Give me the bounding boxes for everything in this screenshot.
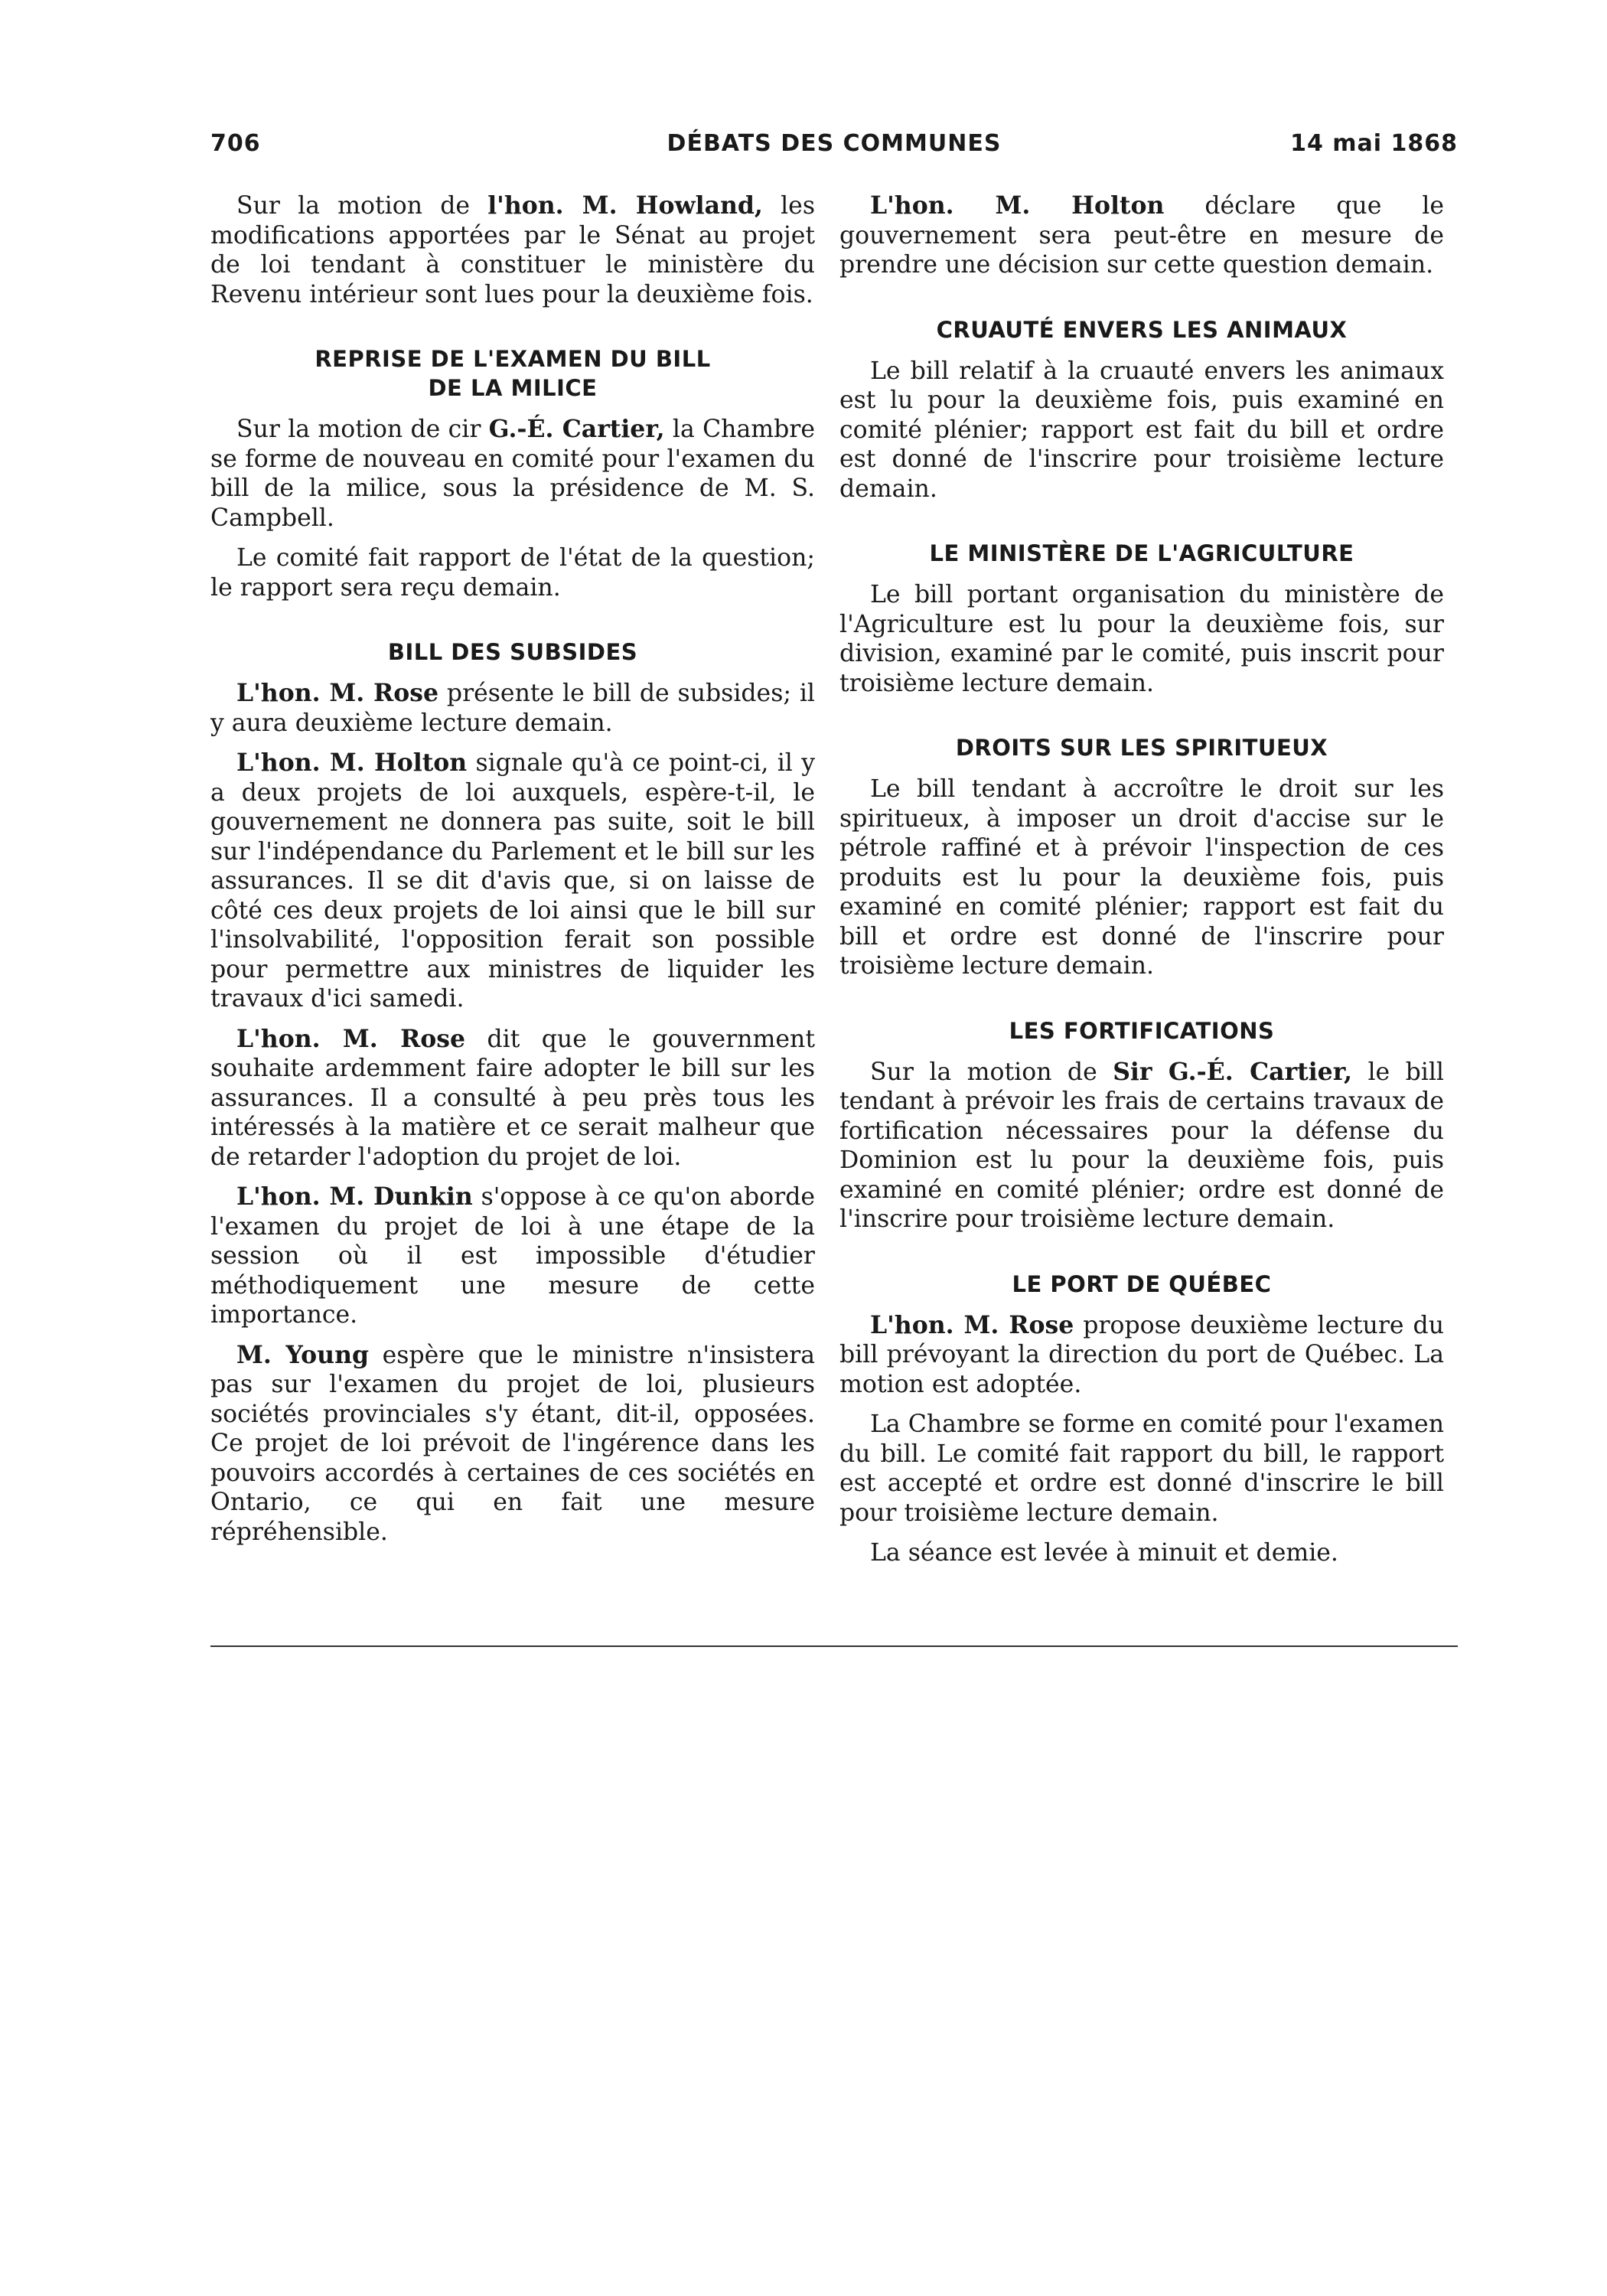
paragraph: Le bill relatif à la cruauté envers les animaux est lu pour la deuxième fois, puis examiné en comité plénier; rapport est fait du bill et ordre est donné de l'inscrire pour troisième lecture demain.	[839, 357, 1444, 503]
section-heading: CRUAUTÉ ENVERS LES ANIMAUX	[936, 316, 1348, 343]
section-heading: LE MINISTÈRE DE L'AGRICULTURE	[929, 540, 1354, 566]
paragraph: Le bill tendant à accroître le droit sur les spiritueux, à imposer un droit d'accise sur le pétrole raffiné et à prévoir l'inspection de ces produits est lu pour la deuxième fois, puis examiné en comité plénier; rapport est fait du bill et ordre est donné de l'inscrire pour troisième lecture demain.	[839, 775, 1444, 980]
section-heading: DROITS SUR LES SPIRITUEUX	[955, 735, 1328, 761]
paragraph	[210, 1341, 815, 1548]
speaker-name: M. Young	[236, 1340, 370, 1369]
paragraph: La séance est levée à minuit et demie.	[870, 1539, 1338, 1567]
journal-title: DÉBATS DES COMMUNES	[667, 130, 1002, 157]
paragraph	[839, 1058, 1444, 1234]
page-header	[210, 130, 1458, 168]
paragraph-text: propose deuxième lecture du bill prévoyant la direction du port de Québec. La motion est adoptée.	[839, 1311, 1444, 1398]
right-column	[839, 191, 1444, 1579]
paragraph-text: les modifications apportées par le Sénat au projet de loi tendant à constituer le ministère du Revenu intérieur sont lues pour la deuxième fois.	[210, 192, 815, 308]
section-heading	[210, 344, 815, 403]
speaker-name: L'hon. M. Rose	[236, 1024, 466, 1053]
paragraph-text: dit que le gouvernment souhaite ardemment faire adopter le bill sur les assurances. Il a consulté à peu près tous les intéressés à la matière et ce serait malheur que de retarder l'adoption du projet de loi.	[210, 1025, 815, 1171]
paragraph	[210, 191, 815, 309]
bottom-rule	[210, 1645, 1458, 1647]
paragraph: La Chambre se forme en comité pour l'examen du bill. Le comité fait rapport du bill, le rapport est accepté et ordre est donné d'inscrire le bill pour troisième lecture demain.	[839, 1411, 1444, 1527]
speaker-name: G.-É. Cartier,	[488, 415, 665, 443]
speaker-name: L'hon. M. Rose	[870, 1310, 1074, 1339]
speaker-name: L'hon. M. Holton	[870, 191, 1165, 220]
speaker-name: L'hon. M. Dunkin	[236, 1182, 473, 1211]
paragraph-text: Sur la motion de cir	[236, 416, 489, 443]
left-column	[210, 191, 815, 1557]
paragraph-text: Sur la motion de	[236, 192, 488, 220]
paragraph	[210, 748, 815, 1014]
paragraph-text: s'oppose à ce qu'on aborde l'examen du projet de loi à une étape de la session où il est impossible d'étudier méthodiquement une mesure de cette importance.	[210, 1183, 815, 1329]
header-date: 14 mai 1868	[1290, 130, 1458, 157]
paragraph-text: Sur la motion de	[870, 1058, 1113, 1086]
section-heading: LES FORTIFICATIONS	[1009, 1017, 1275, 1044]
paragraph	[210, 1182, 815, 1330]
paragraph-text: déclare que le gouvernement sera peut-être en mesure de prendre une décision sur cette question demain.	[839, 192, 1444, 279]
section-heading-line: DE LA MILICE	[428, 375, 598, 401]
speaker-name: L'hon. M. Rose	[236, 679, 439, 707]
paragraph: Le bill portant organisation du ministère de l'Agriculture est lu pour la deuxième fois, sur division, examiné par le comité, puis inscrit pour troisième lecture demain.	[839, 581, 1444, 697]
page-number: 706	[210, 130, 261, 157]
speaker-name: Sir G.-É. Cartier,	[1113, 1057, 1352, 1086]
paragraph-text: le bill tendant à prévoir les frais de certains travaux de fortification nécessaires pour la défense du Dominion est lu pour la deuxième fois, puis examiné en comité plénier; ordre est donné de l'inscrire pour troisième lecture demain.	[839, 1058, 1444, 1233]
paragraph	[210, 415, 815, 533]
paragraph	[210, 1025, 815, 1172]
section-heading: LE PORT DE QUÉBEC	[1012, 1270, 1272, 1297]
paragraph-text: la Chambre se forme de nouveau en comité pour l'examen du bill de la milice, sous la présidence de M. S. Campbell.	[210, 416, 815, 532]
paragraph-text: espère que le ministre n'insistera pas sur l'examen du projet de loi, plusieurs sociétés provinciales s'y étant, dit-il, opposées. Ce projet de loi prévoit de l'ingérence dans les pouvoirs accordés à certaines de ces sociétés en Ontario, ce qui en fait une mesure répréhensible.	[210, 1341, 815, 1546]
speaker-name: L'hon. M. Holton	[236, 748, 468, 777]
paragraph: Le comité fait rapport de l'état de la question; le rapport sera reçu demain.	[210, 544, 815, 602]
speaker-name: l'hon. M. Howland,	[487, 191, 763, 220]
paragraph	[839, 191, 1444, 280]
section-heading-line: REPRISE DE L'EXAMEN DU BILL	[315, 346, 711, 372]
section-heading: BILL DES SUBSIDES	[387, 639, 638, 665]
paragraph-text: signale qu'à ce point-ci, il y a deux projets de loi auxquels, espère-t-il, le gouvernement ne donnera pas suite, soit le bill sur l'indépendance du Parlement et le bill sur les assurances. Il se dit d'avis que, si on laisse de côté ces deux projets de loi ainsi que le bill sur l'insolvabilité, l'opposition ferait son possible pour permettre aux ministres de liquider les travaux d'ici samedi.	[210, 749, 816, 1013]
paragraph-text: présente le bill de subsides; il y aura deuxième lecture demain.	[210, 680, 815, 737]
paragraph	[839, 1311, 1444, 1400]
paragraph	[210, 679, 815, 738]
